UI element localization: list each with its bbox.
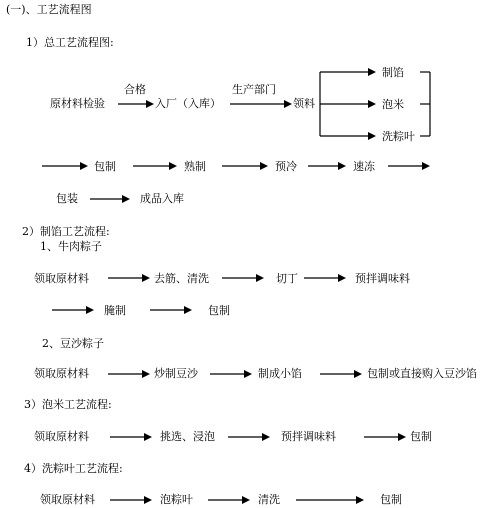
step-select-soak: 挑选、浸泡 — [160, 430, 215, 443]
step-collect-raw-2: 领取原材料 — [34, 367, 89, 380]
arrow-icon — [118, 98, 154, 110]
subsection-bean-paste: 2、豆沙粽子 — [42, 337, 104, 350]
subsection-beef: 1、牛肉粽子 — [40, 240, 102, 253]
step-cook: 熟制 — [184, 160, 206, 173]
step-trim-wash: 去筋、清洗 — [154, 272, 209, 285]
bracket-right-edge — [420, 66, 436, 144]
branch-bracket — [318, 66, 378, 144]
arrow-icon — [230, 98, 292, 110]
step-wrap-beef: 包制 — [208, 304, 230, 317]
arrow-icon — [388, 160, 430, 172]
arrow-icon — [364, 431, 406, 443]
step-quick-freeze: 速冻 — [353, 160, 375, 173]
step-enter-factory: 入厂（入库） — [155, 97, 221, 110]
step-wash: 清洗 — [258, 493, 280, 506]
step-marinate: 腌制 — [104, 304, 126, 317]
step-collect-raw-3: 领取原材料 — [34, 430, 89, 443]
arrow-icon — [110, 494, 152, 506]
branch-filling: 制馅 — [382, 66, 404, 79]
step-wrap: 包制 — [94, 160, 116, 173]
step-make-filling: 制成小馅 — [258, 367, 302, 380]
arrow-icon — [222, 160, 268, 172]
arrow-icon — [222, 272, 264, 284]
label-qualified: 合格 — [124, 83, 146, 96]
arrow-icon — [90, 193, 130, 205]
branch-wash-leaves: 洗粽叶 — [382, 130, 415, 143]
page-heading: (一)、工艺流程图 — [6, 3, 92, 16]
step-wrap-rice: 包制 — [410, 430, 432, 443]
step-collect-materials: 领料 — [293, 97, 315, 110]
arrow-icon — [296, 494, 364, 506]
arrow-icon — [208, 494, 250, 506]
step-collect-raw-4: 领取原材料 — [40, 493, 95, 506]
step-collect-raw: 领取原材料 — [34, 272, 89, 285]
arrow-icon — [108, 368, 150, 380]
step-soak-leaves: 泡粽叶 — [160, 493, 193, 506]
section-1-title: 1）总工艺流程图: — [26, 36, 114, 49]
step-wrap-leaves: 包制 — [380, 493, 402, 506]
step-package: 包装 — [56, 192, 78, 205]
arrow-icon — [320, 368, 362, 380]
arrow-icon — [42, 160, 88, 172]
section-3-title: 3）泡米工艺流程: — [24, 398, 112, 411]
arrow-icon — [110, 431, 152, 443]
arrow-icon — [308, 160, 346, 172]
step-wrap-or-buy: 包制或直接购入豆沙馅 — [367, 367, 477, 380]
arrow-icon — [52, 304, 94, 316]
arrow-icon — [150, 304, 192, 316]
step-dice: 切丁 — [276, 272, 298, 285]
step-fry-bean-paste: 炒制豆沙 — [154, 367, 198, 380]
branch-soak-rice: 泡米 — [382, 98, 404, 111]
step-finished-storage: 成品入库 — [140, 192, 184, 205]
arrow-icon — [133, 160, 177, 172]
arrow-icon — [108, 272, 150, 284]
step-precool: 预冷 — [275, 160, 297, 173]
label-production-dept: 生产部门 — [232, 83, 276, 96]
arrow-icon — [228, 431, 270, 443]
section-4-title: 4）洗粽叶工艺流程: — [24, 462, 123, 475]
step-mix-seasoning-rice: 预拌调味料 — [281, 430, 336, 443]
step-raw-material-inspection: 原材料检验 — [50, 97, 105, 110]
arrow-icon — [304, 272, 346, 284]
step-mix-seasoning: 预拌调味料 — [355, 272, 410, 285]
section-2-title: 2）制馅工艺流程: — [22, 225, 110, 238]
arrow-icon — [210, 368, 252, 380]
